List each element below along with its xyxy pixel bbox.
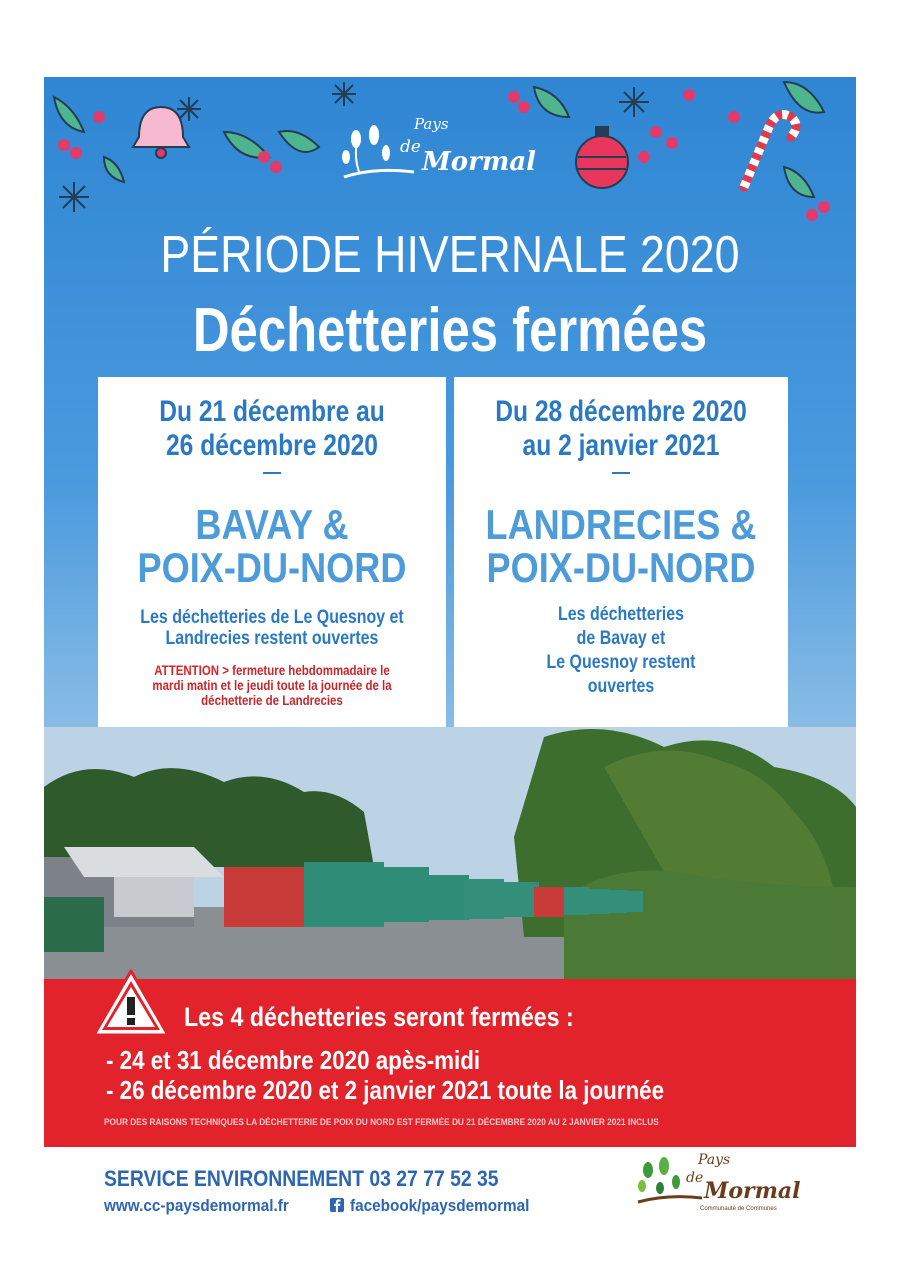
bell-icon [133, 107, 189, 158]
period-2-towns: LANDRECIES & POIX-DU-NORD [485, 501, 757, 591]
attention-keyword: ATTENTION [154, 662, 220, 678]
logo-de: de [686, 1170, 704, 1186]
logo-pays: Pays [698, 1152, 731, 1168]
logo-subtitle: Communauté de Communes [700, 1206, 777, 1212]
period-box-1 [98, 377, 446, 730]
title-closed: Déchetteries fermées [192, 296, 708, 365]
period-2-dates: Du 28 décembre 2020 au 2 janvier 2021 [495, 395, 747, 462]
period-box-2 [454, 377, 788, 730]
poster [44, 77, 856, 1147]
facebook-icon [330, 1198, 344, 1212]
service-phone: SERVICE ENVIRONNEMENT 03 27 77 52 35 [104, 1166, 499, 1191]
recycling-center-photo [44, 727, 856, 987]
fine-print: POUR DES RAISONS TECHNIQUES LA DÉCHETTERIE DE POIX DU NORD EST FERMÉE DU 21 DÉCEMBRE 2020 AU 2 JANVIER 2021 INCLUS [104, 1117, 659, 1127]
ornament-icon [576, 127, 628, 188]
facebook-link[interactable]: facebook/paysdemormal [350, 1196, 530, 1215]
divider [612, 472, 630, 474]
divider [263, 472, 281, 474]
attention-text: > fermeture hebdommadaire le mardi matin et le jeudi toute la journée de la déchetterie de Landrecies [152, 662, 392, 708]
logo-mormal: Mormal [422, 147, 537, 177]
period-1-attention [146, 663, 399, 708]
website-link[interactable]: www.cc-paysdemormal.fr [104, 1196, 289, 1215]
logo-mormal: Mormal [704, 1178, 801, 1204]
footer-logo [634, 1150, 804, 1218]
period-1-open-note: Les déchetteries de Le Quesnoy et Landrecies restent ouvertes [140, 607, 404, 649]
closure-item-1: - 24 et 31 décembre 2020 apès-midi [106, 1045, 481, 1075]
closure-item-2: - 26 décembre 2020 et 2 janvier 2021 toute la journée [106, 1075, 665, 1105]
title-period: PÉRIODE HIVERNALE 2020 [160, 226, 740, 284]
logo-de: de [400, 137, 421, 157]
closure-heading: Les 4 déchetteries seront fermées : [184, 1002, 574, 1032]
pays-de-mormal-logo [334, 113, 554, 193]
warning-icon [90, 967, 172, 1039]
period-1-towns: BAVAY & POIX-DU-NORD [137, 501, 407, 591]
logo-pays: Pays [414, 115, 449, 133]
period-1-dates: Du 21 décembre au 26 décembre 2020 [159, 395, 385, 462]
period-2-open-note: Les déchetteries de Bavay et Le Quesnoy restent ouvertes [546, 604, 696, 697]
